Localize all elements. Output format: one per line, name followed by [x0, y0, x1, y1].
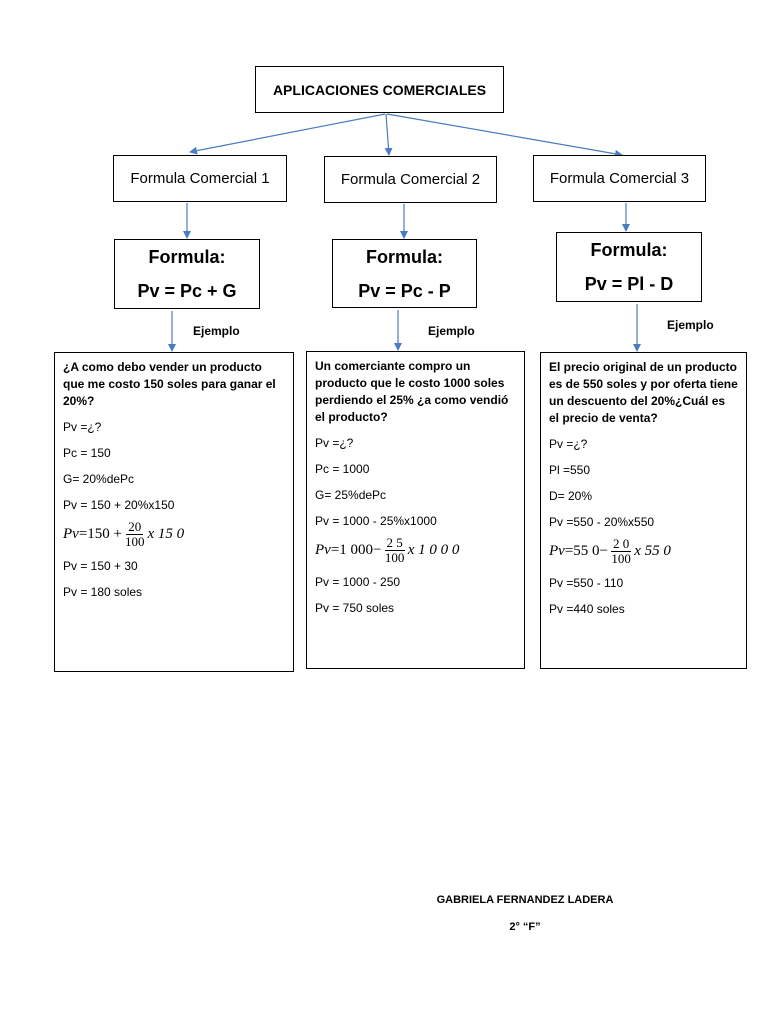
example-line: Pv = 150 + 30 — [63, 559, 138, 573]
example-line: Pv =550 - 110 — [549, 576, 624, 590]
example-line: Pv =¿? — [549, 437, 588, 451]
arrow-title-to-fc3 — [387, 114, 622, 155]
math-lhs: Pv — [549, 543, 565, 559]
example-line: Pv = 1000 - 25%x1000 — [315, 514, 437, 528]
formula-comercial-3-box: Formula Comercial 3 — [533, 155, 706, 202]
fraction-denominator: 100 — [384, 550, 405, 565]
math-rhs: x 15 0 — [147, 526, 185, 542]
math-equation — [63, 520, 285, 549]
example-line: Pl =550 — [549, 463, 591, 477]
example-line: Pc = 150 — [63, 446, 111, 460]
math-rhs: x 1 0 0 0 — [407, 542, 460, 558]
example-3-box — [540, 352, 747, 669]
fraction-denominator: 100 — [611, 551, 631, 566]
diagram-title: APLICACIONES COMERCIALES — [255, 66, 504, 113]
example-line: Pv = 750 soles — [315, 601, 395, 615]
example-line: Pv =¿? — [315, 436, 354, 450]
author-name: GABRIELA FERNANDEZ LADERA — [436, 894, 614, 906]
fraction-numerator: 20 — [128, 519, 142, 534]
formula-expression: Pv = Pc + G — [137, 281, 237, 301]
example-line: Pv =¿? — [63, 420, 102, 434]
example-label-2: Ejemplo — [428, 324, 475, 338]
example-line: G= 20%dePc — [63, 472, 135, 486]
math-rhs: x 55 0 — [634, 543, 671, 559]
author-grade: 2° “F” — [509, 921, 541, 933]
math-fraction — [611, 537, 631, 566]
formula-expression: Pv = Pl - D — [584, 274, 674, 294]
example-2-box — [306, 351, 525, 669]
formula-comercial-1-box: Formula Comercial 1 — [113, 155, 287, 202]
example-question: ¿A como debo vender un producto que me costo 150 soles para ganar el 20%? — [63, 360, 276, 408]
math-eq: =1 000− — [330, 542, 382, 558]
example-line: Pv =440 soles — [549, 602, 625, 616]
math-fraction — [385, 536, 405, 565]
math-equation — [549, 537, 738, 566]
example-label-3: Ejemplo — [667, 318, 714, 332]
formula-1-box — [114, 239, 260, 309]
math-eq: =55 0− — [564, 543, 608, 559]
example-line: Pv = 150 + 20%x150 — [63, 498, 175, 512]
math-equation — [315, 536, 516, 565]
arrow-title-to-fc2 — [386, 114, 389, 155]
arrow-title-to-fc1 — [190, 114, 385, 152]
example-question: El precio original de un producto es de 550 soles y por oferta tiene un descuento del 20%¿Cuál es el precio de venta? — [549, 360, 738, 425]
example-line: G= 25%dePc — [315, 488, 387, 502]
example-line: Pv = 1000 - 250 — [315, 575, 401, 589]
fraction-numerator: 2 0 — [613, 536, 630, 551]
formula-comercial-2-box: Formula Comercial 2 — [324, 156, 497, 203]
fraction-numerator: 2 5 — [386, 535, 403, 550]
math-lhs: Pv — [63, 526, 79, 542]
example-1-box — [54, 352, 294, 672]
formula-2-box — [332, 239, 477, 308]
formula-3-box — [556, 232, 702, 302]
example-line: Pc = 1000 — [315, 462, 370, 476]
math-fraction — [125, 520, 145, 549]
formula-label: Formula: — [148, 247, 226, 267]
example-label-1: Ejemplo — [193, 324, 240, 338]
math-lhs: Pv — [315, 542, 331, 558]
formula-expression: Pv = Pc - P — [358, 280, 451, 301]
formula-label: Formula: — [590, 240, 668, 260]
example-line: Pv = 180 soles — [63, 585, 143, 599]
math-eq: =150 + — [78, 526, 122, 542]
example-line: Pv =550 - 20%x550 — [549, 515, 655, 529]
fraction-denominator: 100 — [125, 534, 145, 549]
formula-label: Formula: — [365, 246, 443, 267]
example-line: D= 20% — [549, 489, 593, 503]
example-question: Un comerciante compro un producto que le costo 1000 soles perdiendo el 25% ¿a como vendió el producto? — [315, 359, 509, 424]
